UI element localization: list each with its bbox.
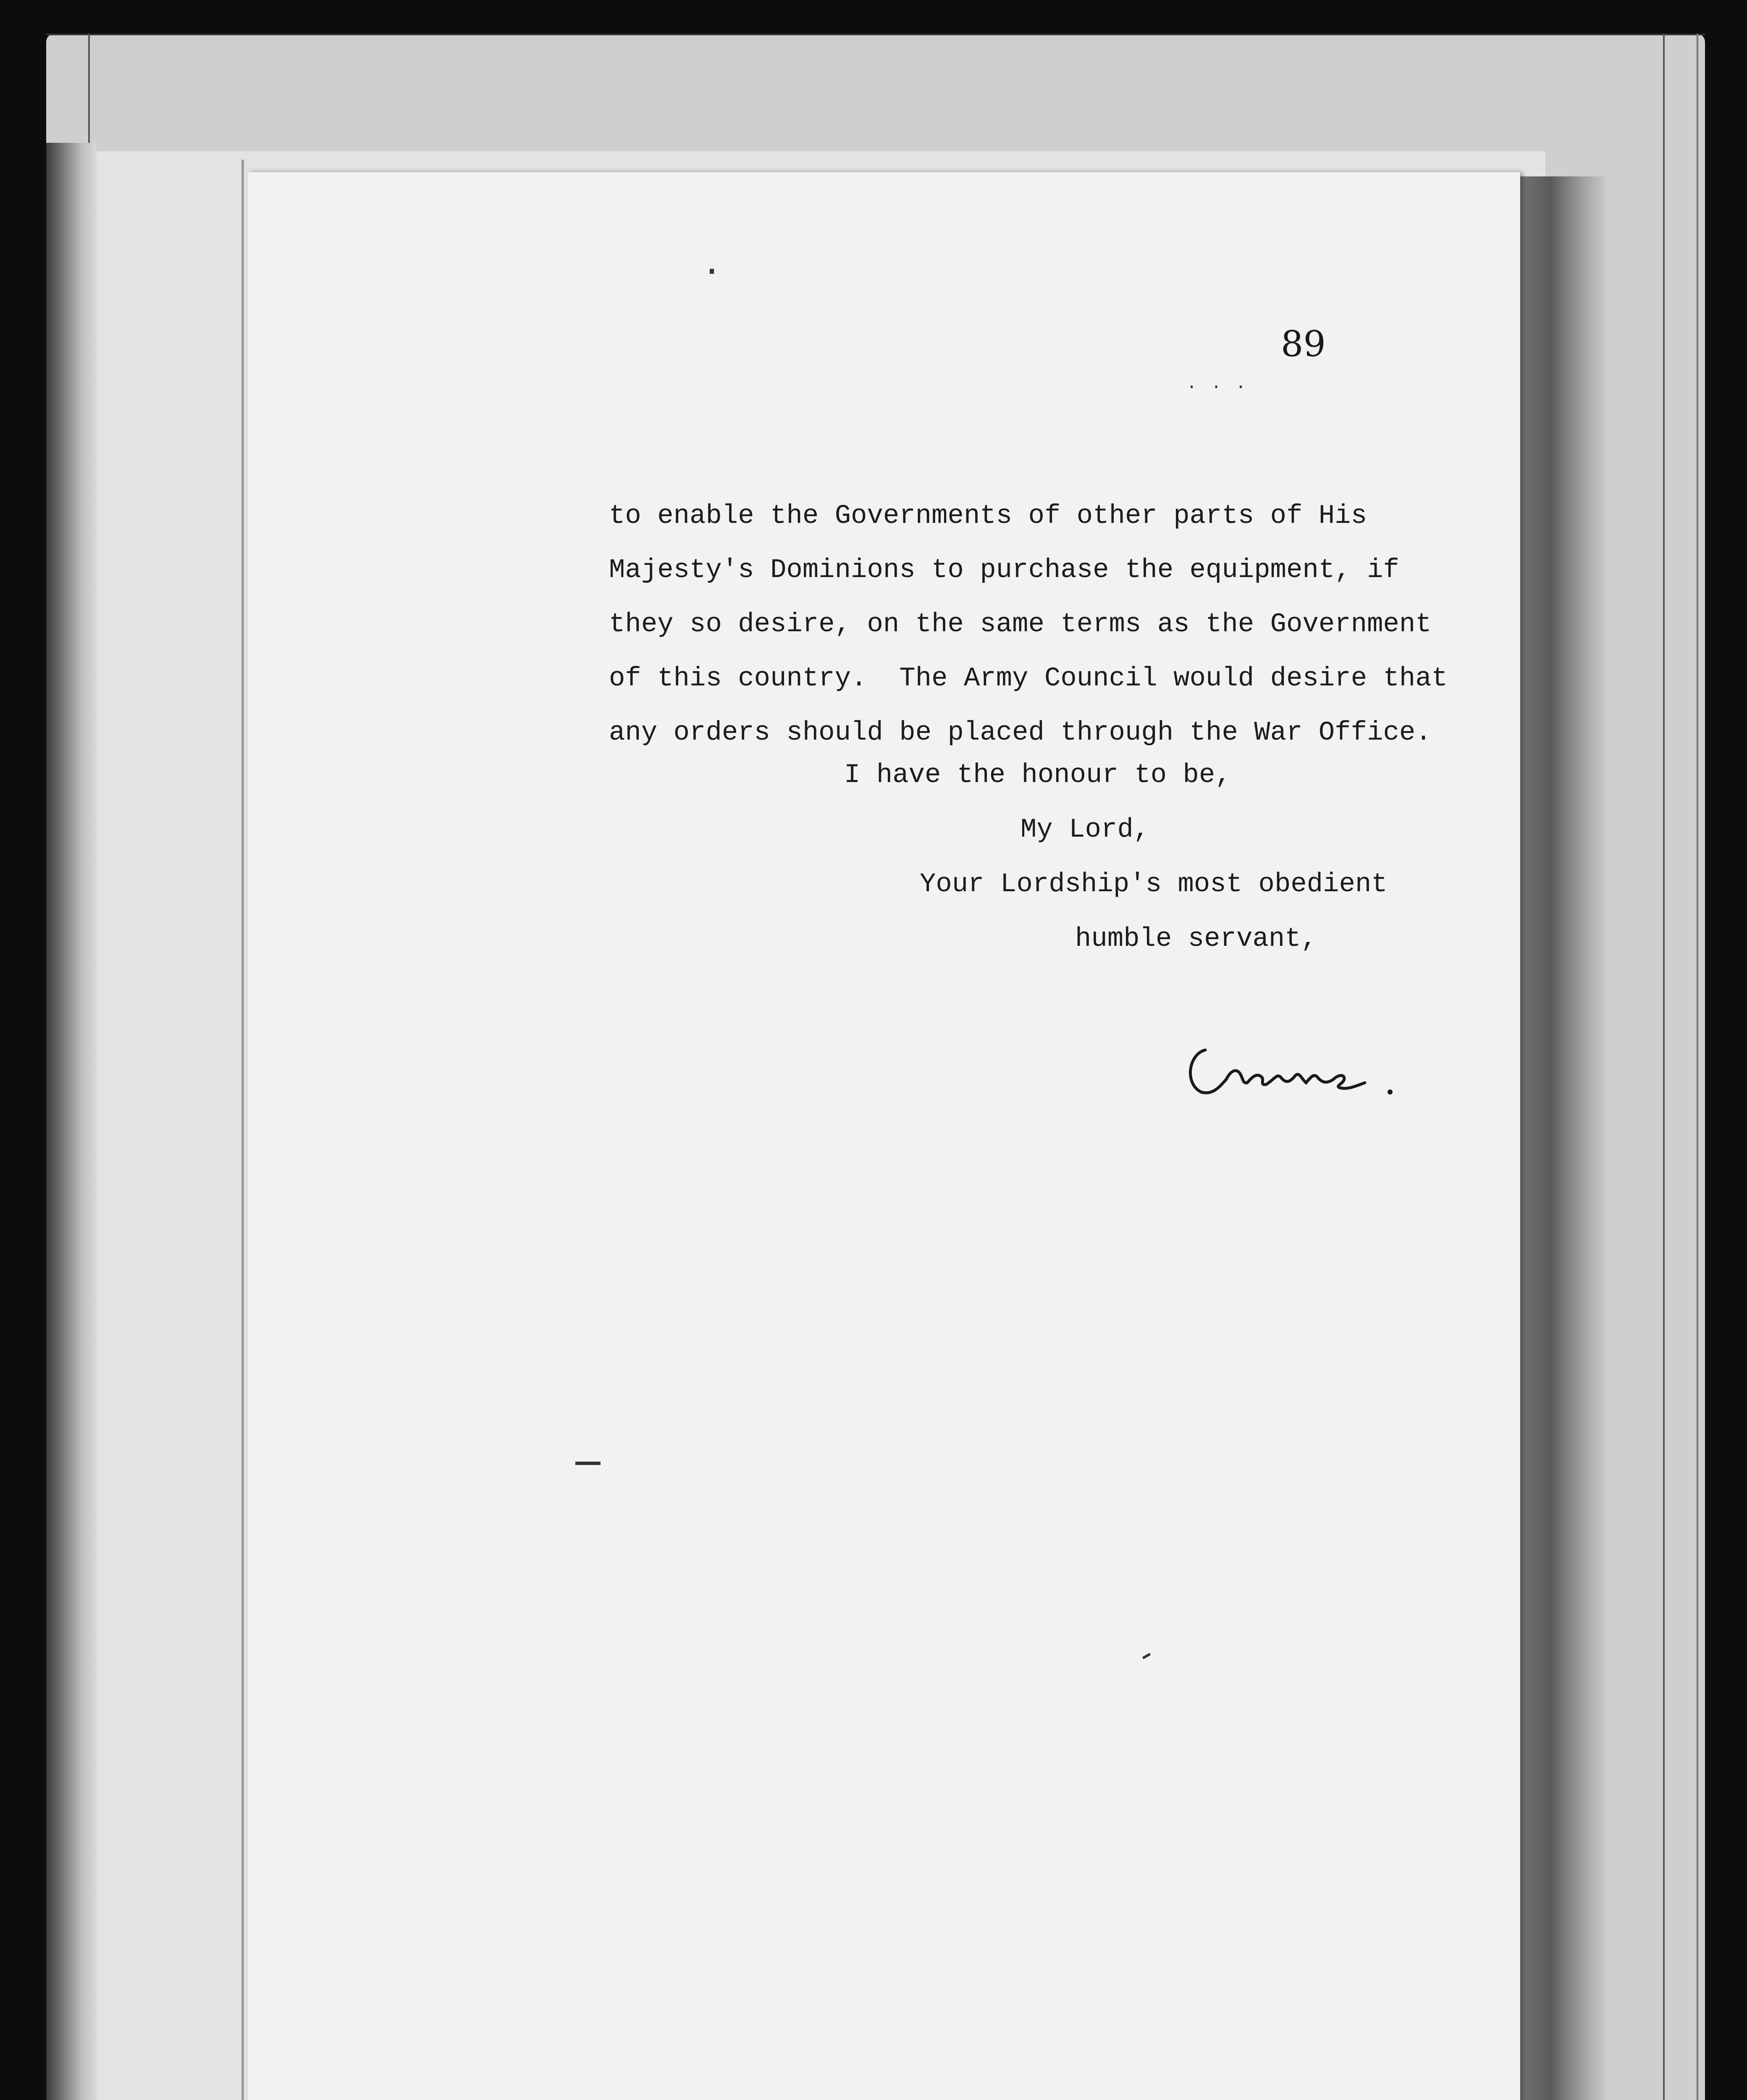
film-guide-line [1697,34,1698,2100]
letter-page [248,172,1520,2100]
body-line: Majesty's Dominions to purchase the equipment, if [609,555,1399,585]
right-shadow [1512,176,1608,2100]
signature-crewe [1180,1033,1415,1109]
body-line: they so desire, on the same terms as the Government [609,609,1432,640]
fold-line [241,160,244,2100]
closing-line-honour: I have the honour to be, [844,760,1231,790]
closing-line-obedient: Your Lordship's most obedient [920,869,1388,900]
film-top-edge [46,34,1705,35]
letter-body [609,489,1491,760]
page-number: 89 [1281,323,1326,365]
closing-salutation: My Lord, [1020,815,1150,845]
body-line: of this country. The Army Council would desire that [609,664,1448,694]
margin-marks: . . . [1188,370,1250,393]
film-speck [710,269,714,274]
closing-line-servant: humble servant, [1075,924,1317,954]
left-shadow [46,143,97,2100]
body-line: any orders should be placed through the War Office. [609,718,1432,748]
body-line: to enable the Governments of other parts of His [609,501,1367,531]
film-guide-line [1663,34,1665,2100]
film-speck [575,1462,601,1465]
